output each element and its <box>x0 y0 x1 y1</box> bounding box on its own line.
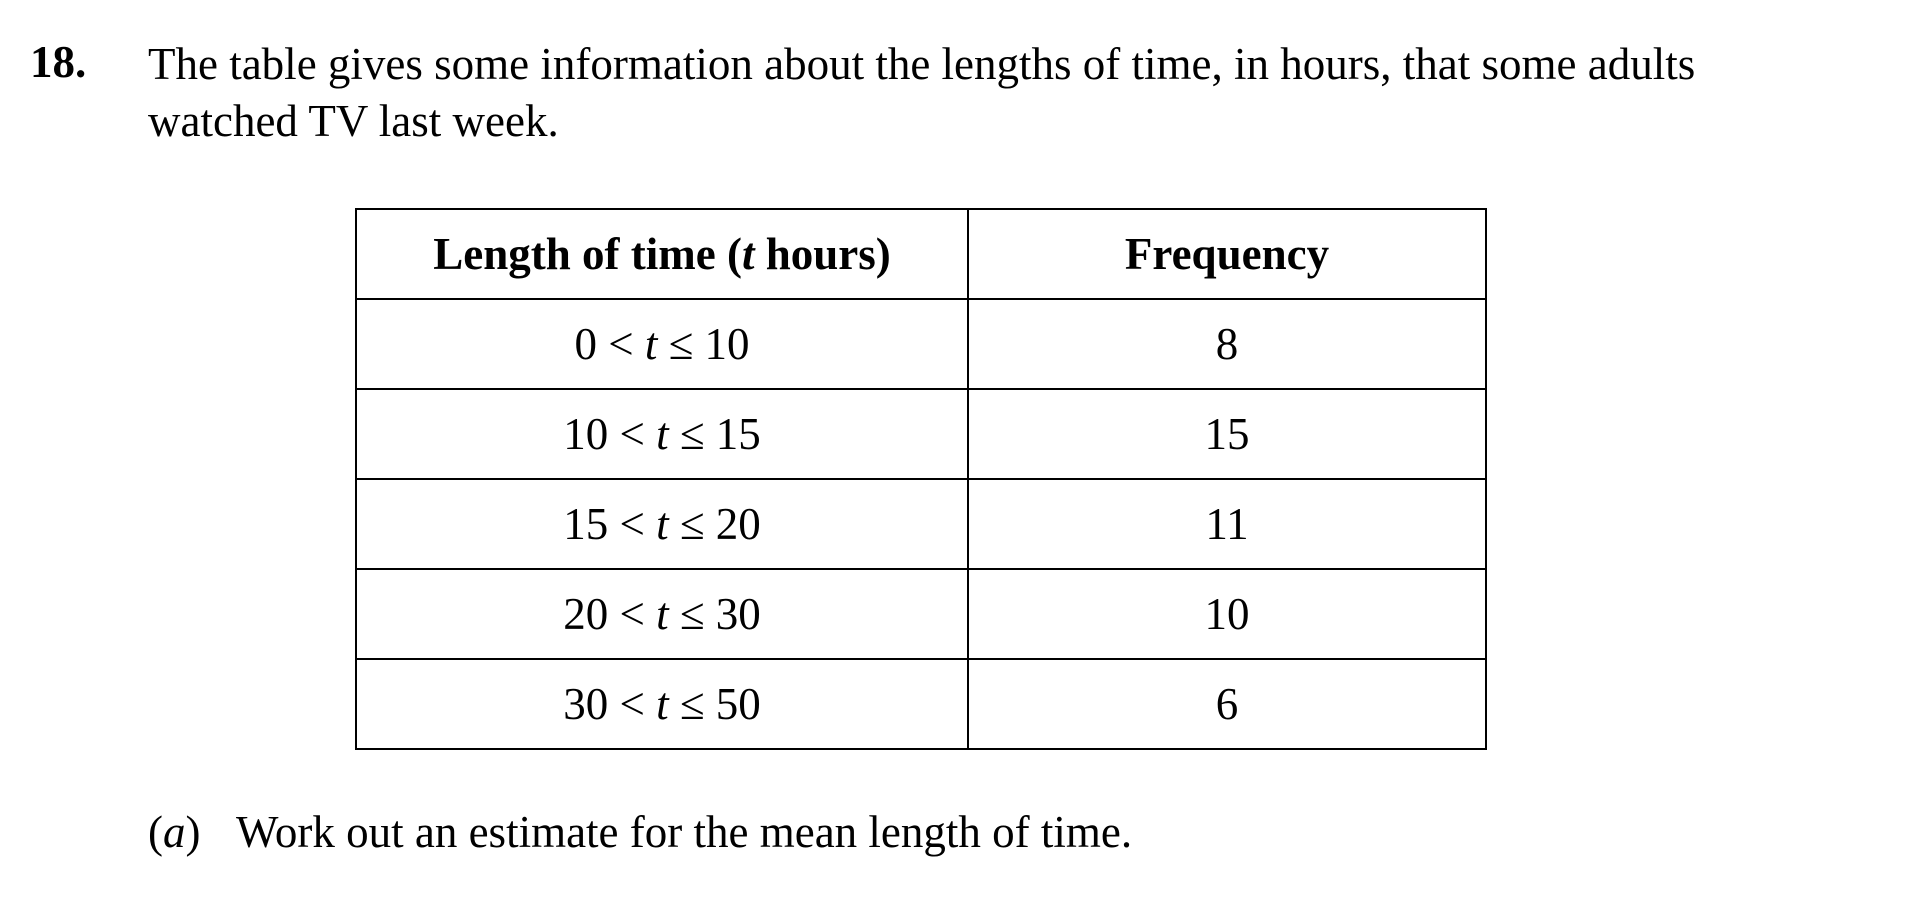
interval-upper: ≤ 30 <box>679 588 761 639</box>
interval-variable: t <box>656 498 669 549</box>
part-a-close-paren: ) <box>185 807 201 857</box>
header-length-of-time <box>356 209 968 299</box>
part-a-text: Work out an estimate for the mean length of time. <box>236 807 1133 857</box>
interval-upper: ≤ 20 <box>679 498 761 549</box>
interval-upper: ≤ 10 <box>668 318 750 369</box>
interval-lower: 30 < <box>563 678 645 729</box>
question-number: 18. <box>30 37 87 87</box>
frequency-cell: 8 <box>968 299 1486 389</box>
frequency-cell: 10 <box>968 569 1486 659</box>
interval-lower: 10 < <box>563 408 645 459</box>
table-row <box>356 299 1486 389</box>
time-interval-cell <box>356 569 968 659</box>
frequency-cell: 15 <box>968 389 1486 479</box>
header-time-variable: t <box>741 228 755 279</box>
table-row <box>356 479 1486 569</box>
time-interval-cell <box>356 659 968 749</box>
interval-lower: 0 < <box>574 318 634 369</box>
interval-upper: ≤ 15 <box>679 408 761 459</box>
header-time-suffix: hours) <box>754 228 891 279</box>
time-interval-cell <box>356 479 968 569</box>
question-text <box>148 36 1888 150</box>
frequency-table <box>355 208 1487 750</box>
interval-lower: 15 < <box>563 498 645 549</box>
frequency-cell: 6 <box>968 659 1486 749</box>
question-text-line-2: watched TV last week. <box>148 96 559 146</box>
table-row <box>356 659 1486 749</box>
table-row <box>356 569 1486 659</box>
question-text-line-1: The table gives some information about the lengths of time, in hours, that some adults <box>148 39 1696 89</box>
interval-variable: t <box>656 678 669 729</box>
part-a <box>148 807 1133 857</box>
interval-variable: t <box>656 408 669 459</box>
table-header-row <box>356 209 1486 299</box>
table-row <box>356 389 1486 479</box>
header-time-prefix: Length of time ( <box>433 228 742 279</box>
interval-variable: t <box>656 588 669 639</box>
interval-variable: t <box>644 318 658 369</box>
interval-lower: 20 < <box>563 588 645 639</box>
frequency-cell: 11 <box>968 479 1486 569</box>
part-a-letter: a <box>163 807 186 857</box>
part-a-open-paren: ( <box>148 807 163 857</box>
time-interval-cell <box>356 389 968 479</box>
part-a-label <box>148 807 236 857</box>
header-frequency: Frequency <box>968 209 1486 299</box>
interval-upper: ≤ 50 <box>679 678 761 729</box>
time-interval-cell <box>356 299 968 389</box>
